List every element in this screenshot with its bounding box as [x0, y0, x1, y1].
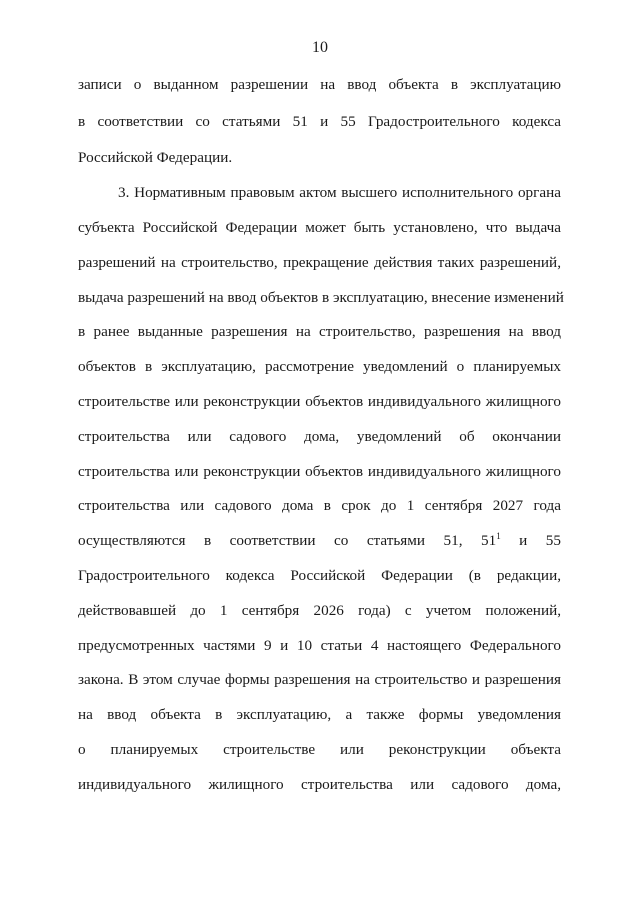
text-line: строительства или садового дома, уведомлений об окончании — [78, 428, 561, 445]
superscript: 1 — [496, 531, 501, 541]
text-line: действовавшей до 1 сентября 2026 года) с учетом положений, — [78, 602, 561, 619]
text-line: индивидуального жилищного строительства или садового дома, — [78, 776, 561, 793]
text-line: на ввод объекта в эксплуатацию, а также формы уведомления — [78, 706, 561, 723]
text-line: строительства или реконструкции объектов индивидуального жилищного — [78, 463, 561, 480]
text-line: субъекта Российской Федерации может быть установлено, что выдача — [78, 219, 561, 236]
text-line: разрешений на строительство, прекращение действия таких разрешений, — [78, 254, 561, 271]
text-line: объектов в эксплуатацию, рассмотрение уведомлений о планируемых — [78, 358, 561, 375]
text-line: Градостроительного кодекса Российской Федерации (в редакции, — [78, 567, 561, 584]
page-number: 10 — [312, 39, 328, 56]
text-line: 3. Нормативным правовым актом высшего исполнительного органа — [118, 184, 561, 201]
text-line: в ранее выданные разрешения на строительство, разрешения на ввод — [78, 323, 561, 340]
text-line: в соответствии со статьями 51 и 55 Градостроительного кодекса — [78, 113, 561, 130]
text-line: закона. В этом случае формы разрешения на строительство и разрешения — [78, 671, 561, 688]
text-line-part: осуществляются в соответствии со статьями 51, 51 — [78, 532, 497, 549]
text-line: записи о выданном разрешении на ввод объекта в эксплуатацию — [78, 76, 561, 93]
text-line — [78, 531, 561, 551]
text-line: строительстве или реконструкции объектов индивидуального жилищного — [78, 393, 561, 410]
text-line: выдача разрешений на ввод объектов в эксплуатацию, внесение изменений — [78, 289, 564, 306]
text-line: Российской Федерации. — [78, 149, 233, 166]
text-line-part: и 55 — [500, 532, 561, 549]
text-line: предусмотренных частями 9 и 10 статьи 4 настоящего Федерального — [78, 637, 561, 654]
text-line: о планируемых строительстве или реконструкции объекта — [78, 741, 561, 758]
text-line: строительства или садового дома в срок до 1 сентября 2027 года — [78, 497, 561, 514]
